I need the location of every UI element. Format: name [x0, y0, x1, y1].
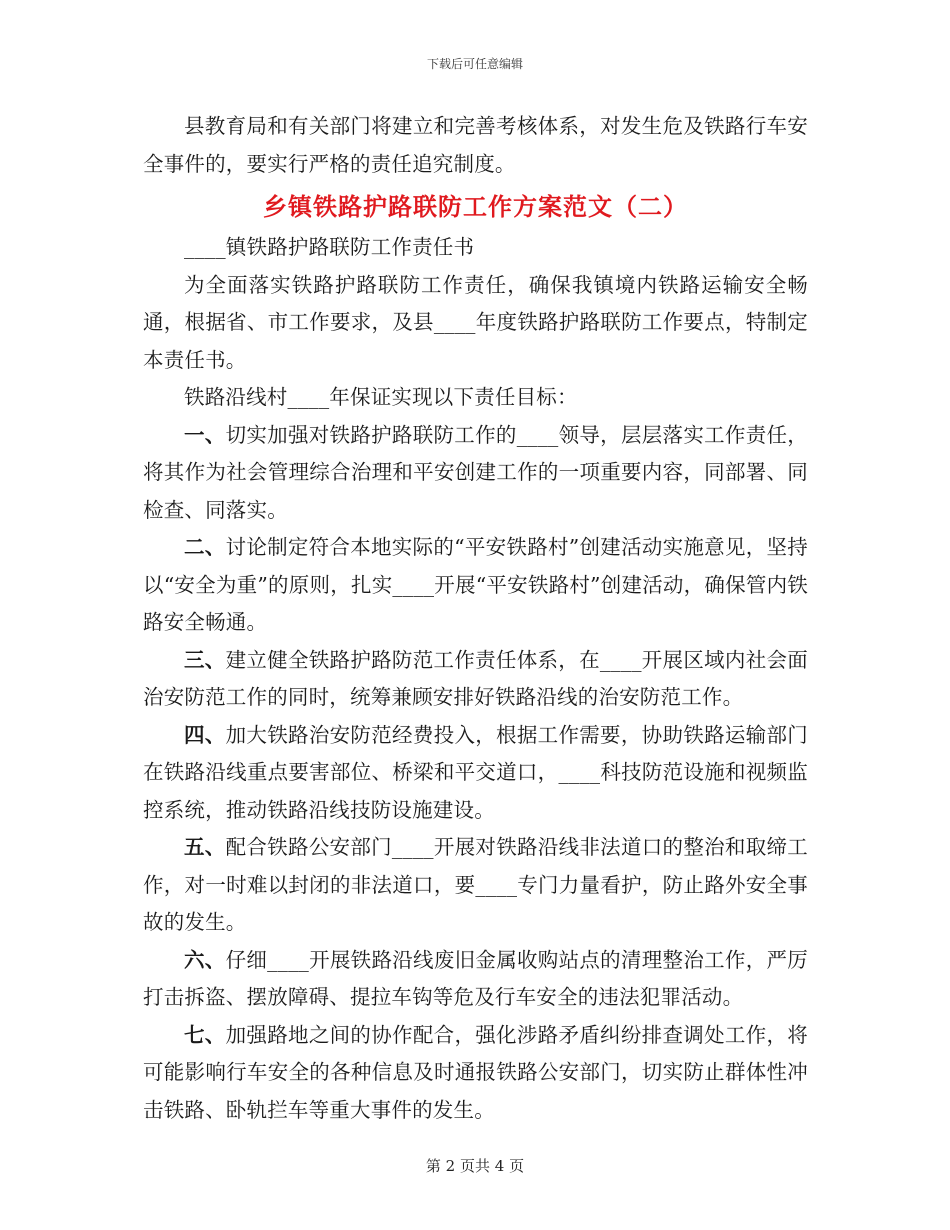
item-text: 讨论制定符合本地实际的“平安铁路村”创建活动实施意见，坚持以“安全为重”的原则，扎实____开展“平安铁路村”创建活动，确保管内铁路安全畅通。	[143, 535, 808, 634]
item-number: 七、	[184, 1022, 226, 1047]
item-text: 建立健全铁路护路防范工作责任体系，在____开展区域内社会面治安防范工作的同时，统筹兼顾安排好铁路沿线的治安防范工作。	[143, 647, 809, 709]
paragraph-goals-intro: 铁路沿线村____年保证实现以下责任目标：	[184, 385, 578, 409]
responsibility-letter-title: ____镇铁路护路联防工作责任书	[184, 235, 475, 259]
item-5	[143, 829, 808, 942]
item-2	[143, 529, 808, 642]
item-number: 一、	[184, 422, 226, 447]
item-text: 加强路地之间的协作配合，强化涉路矛盾纠纷排查调处工作，将可能影响行车安全的各种信息及时通报铁路公安部门，切实防止群体性冲击铁路、卧轨拦车等重大事件的发生。	[143, 1022, 808, 1122]
item-number: 四、	[184, 722, 226, 747]
item-number: 五、	[184, 835, 226, 859]
intro-paragraph: 县教育局和有关部门将建立和完善考核体系，对发生危及铁路行车安全事件的，要实行严格的责任追究制度。	[143, 114, 808, 176]
page-footer: 第 2 页共 4 页	[425, 1157, 525, 1175]
item-text: 配合铁路公安部门____开展对铁路沿线非法道口的整治和取缔工作，对一时难以封闭的非法道口，要____专门力量看护，防止路外安全事故的发生。	[143, 835, 809, 934]
item-text: 仔细____开展铁路沿线废旧金属收购站点的清理整治工作，严厉打击拆盗、摆放障碍、提拉车钩等危及行车安全的违法犯罪活动。	[143, 947, 809, 1009]
item-7	[143, 1017, 808, 1130]
item-number: 二、	[184, 535, 226, 559]
page-header: 下载后可任意编辑	[426, 57, 523, 71]
item-3	[143, 642, 808, 717]
item-4	[143, 717, 808, 830]
item-text: 切实加强对铁路护路联防工作的____领导，层层落实工作责任，将其作为社会管理综合治理和平安创建工作的一项重要内容，同部署、同检查、同落实。	[143, 422, 809, 522]
item-number: 三、	[184, 647, 226, 672]
paragraph-purpose: 为全面落实铁路护路联防工作责任，确保我镇境内铁路运输安全畅通，根据省、市工作要求，及县____年度铁路护路联防工作要点，特制定本责任书。	[143, 272, 808, 372]
document-body	[143, 108, 808, 1129]
item-6	[143, 942, 808, 1017]
document-title: 乡镇铁路护路联防工作方案范文（二）	[263, 192, 688, 221]
item-1	[143, 417, 808, 530]
item-number: 六、	[184, 947, 226, 972]
item-text: 加大铁路治安防范经费投入，根据工作需要，协助铁路运输部门在铁路沿线重点要害部位、桥梁和平交道口，____科技防范设施和视频监控系统，推动铁路沿线技防设施建设。	[143, 722, 808, 822]
